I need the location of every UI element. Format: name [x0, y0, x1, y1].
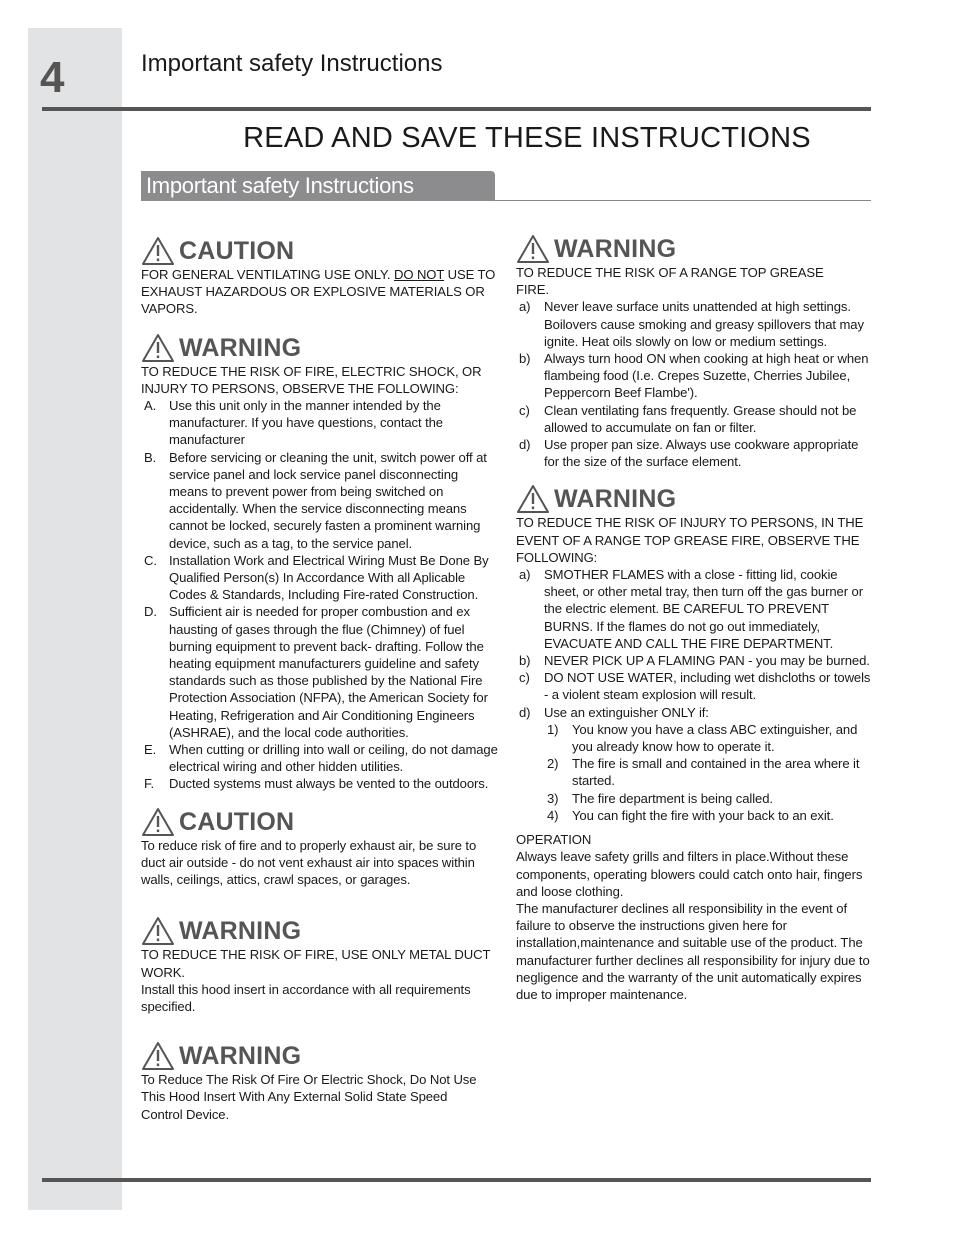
list-item: c) Clean ventilating fans frequently. Grease should not be allowed to accumulate on fan or filter. — [519, 402, 857, 435]
list-item: a) SMOTHER FLAMES with a close - fitting lid, cookie sheet, or other metal tray, then turn off the gas burner or the electric element. BE CAREFUL TO PREVENT BURNS. If the flames do not go out immediately, EVACUATE AND CALL THE FIRE DEPARTMENT. — [519, 567, 863, 651]
list-item: d) Use proper pan size. Always use cookware appropriate for the size of the surface element. — [519, 437, 859, 470]
list-item: b) NEVER PICK UP A FLAMING PAN - you may be burned. — [519, 653, 870, 669]
list-item: c) DO NOT USE WATER, including wet dishcloths or towels - a violent steam explosion will result. — [519, 670, 871, 703]
list-item: A. Use this unit only in the manner intended by the manufacturer. If you have questions, contact the manufacturer — [144, 398, 443, 448]
warning-heading: WARNING — [141, 333, 499, 363]
operation-text: The manufacturer declines all responsibility in the event of failure to observe the instructions given here for installation,maintenance and suitable use of the product. The manufacturer further declines all responsibility for injury due to negligence and the warranty of the unit automatically expires due to improper maintenance. — [516, 900, 870, 1002]
warning-list — [141, 397, 499, 793]
operation-heading: OPERATION — [516, 832, 592, 848]
side-band — [28, 28, 122, 1210]
caution-text: To reduce risk of fire and to properly exhaust air, be sure to duct air outside - do not vent exhaust air into spaces within walls, ceilings, attics, crawl spaces, or garages. — [141, 837, 477, 888]
sub-list-item: 4) You can fight the fire with your back to an exit. — [547, 807, 834, 823]
caution-heading: CAUTION — [141, 807, 499, 837]
warning-triangle-icon — [141, 916, 175, 946]
warning-triangle-icon — [141, 236, 175, 266]
list-item: d) Use an extinguisher ONLY if: — [519, 704, 709, 720]
warning-intro: TO REDUCE THE RISK OF FIRE, ELECTRIC SHOCK, OR INJURY TO PERSONS, OBSERVE THE FOLLOWING: — [141, 363, 482, 396]
list-item: B. Before servicing or cleaning the unit, switch power off at service panel and lock service panel disconnecting means to prevent power from being switched on accidentally. When the service disconnecting means cannot be locked, securely fasten a prominent warning device, such as a tag, to the service panel. — [144, 449, 487, 551]
sub-list-item: 2) The fire is small and contained in the area where it started. — [547, 756, 860, 789]
warning-list — [516, 298, 872, 470]
warning-triangle-icon — [516, 484, 550, 514]
warning-intro: TO REDUCE THE RISK OF INJURY TO PERSONS, IN THE EVENT OF A RANGE TOP GREASE FIRE, OBSERVE THE FOLLOWING: — [516, 515, 864, 565]
section-rule — [495, 200, 871, 201]
warning-heading: WARNING — [141, 1041, 499, 1071]
warning-text: Install this hood insert in accordance with all requirements specified. — [141, 981, 471, 1014]
operation-text: Always leave safety grills and filters in place.Without these components, operating blowers could catch onto hair, fingers and loose clothing. — [516, 849, 863, 899]
list-item: F. Ducted systems must always be vented to the outdoors. — [144, 776, 489, 792]
section-title: Important safety Instructions — [146, 173, 414, 198]
warning-triangle-icon — [141, 1041, 175, 1071]
warning-list — [516, 566, 872, 824]
warning-triangle-icon — [516, 234, 550, 264]
list-item: b) Always turn hood ON when cooking at high heat or when flambeing food (I.e. Crepes Suzette, Cherries Jubilee, Peppercorn Beef Flambe'). — [519, 351, 869, 401]
list-item: C. Installation Work and Electrical Wiring Must Be Done By Qualified Person(s) In Accordance With all Aplicable Codes & Standards, Including Fire-rated Construction. — [144, 552, 489, 603]
footer-rule — [42, 1178, 871, 1182]
warning-text: TO REDUCE THE RISK OF FIRE, USE ONLY METAL DUCT WORK. — [141, 947, 491, 980]
main-title: READ AND SAVE THESE INSTRUCTIONS — [243, 122, 811, 154]
sub-list-item: 3) The fire department is being called. — [547, 790, 773, 806]
warning-heading: WARNING — [516, 484, 872, 514]
caution-text: FOR GENERAL VENTILATING USE ONLY. DO NOT USE TO EXHAUST HAZARDOUS OR EXPLOSIVE MATERIALS OR VAPORS. — [141, 267, 496, 317]
caution-heading: CAUTION — [141, 236, 499, 266]
header-title: Important safety Instructions — [141, 50, 443, 77]
header-rule — [42, 107, 871, 111]
section-bar — [141, 171, 495, 201]
left-column — [141, 236, 499, 1123]
right-column — [516, 234, 872, 1003]
warning-heading: WARNING — [516, 234, 872, 264]
sub-list-item: 1) You know you have a class ABC extinguisher, and you already know how to operate it. — [547, 721, 858, 755]
warning-intro: TO REDUCE THE RISK OF A RANGE TOP GREASE FIRE. — [516, 265, 824, 298]
list-item: a) Never leave surface units unattended at high settings. Boilovers cause smoking and greasy spillovers that may ignite. Heat oils slowly on low or medium settings. — [519, 299, 864, 349]
warning-triangle-icon — [141, 333, 175, 363]
warning-text: To Reduce The Risk Of Fire Or Electric Shock, Do Not Use This Hood Insert With Any External Solid State Speed Control Device. — [141, 1072, 477, 1122]
page-number: 4 — [40, 53, 65, 102]
warning-triangle-icon — [141, 807, 175, 837]
list-item: E. When cutting or drilling into wall or ceiling, do not damage electrical wiring and other hidden utilities. — [144, 742, 498, 775]
warning-heading: WARNING — [141, 916, 499, 946]
list-item: D. Sufficient air is needed for proper combustion and ex hausting of gases through the flue (Chimney) of fuel burning equipment to prevent back- drafting. Follow the heating equipment manufacturers guideline and safety standards such as those published by the National Fire Protection Association (NFPA), the American Society for Heating, Refrigeration and Air Conditioning Engineers (ASHRAE), and the local code authorities. — [144, 604, 488, 740]
